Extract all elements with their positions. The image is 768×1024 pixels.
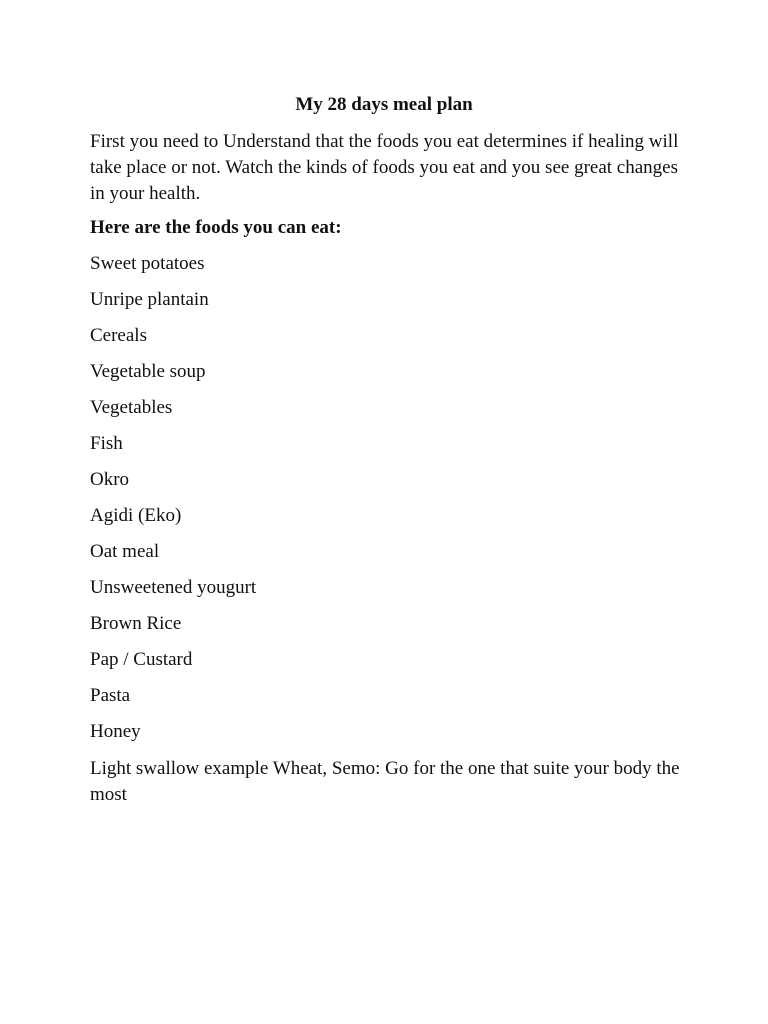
food-item: Pasta — [90, 685, 131, 706]
food-item: Light swallow example Wheat, Semo: Go for the one that suite your body the most — [90, 758, 680, 805]
food-item: Pap / Custard — [90, 649, 193, 670]
foods-heading: Here are the foods you can eat: — [90, 217, 342, 238]
page-title: My 28 days meal plan — [295, 94, 473, 115]
food-item: Honey — [90, 721, 141, 742]
food-item: Agidi (Eko) — [90, 505, 182, 526]
food-item: Unripe plantain — [90, 289, 209, 310]
food-item: Vegetable soup — [90, 361, 206, 382]
food-item: Oat meal — [90, 541, 160, 562]
food-item: Unsweetened yougurt — [90, 577, 257, 598]
food-item: Cereals — [90, 325, 147, 346]
food-item: Sweet potatoes — [90, 253, 205, 274]
food-item: Brown Rice — [90, 613, 182, 634]
food-item: Okro — [90, 469, 130, 490]
food-item: Vegetables — [90, 397, 173, 418]
intro-paragraph: First you need to Understand that the foods you eat determines if healing will take place or not. Watch the kinds of foods you eat and you see great changes in your health. — [90, 131, 679, 204]
food-item: Fish — [90, 433, 123, 454]
food-list — [90, 252, 690, 808]
